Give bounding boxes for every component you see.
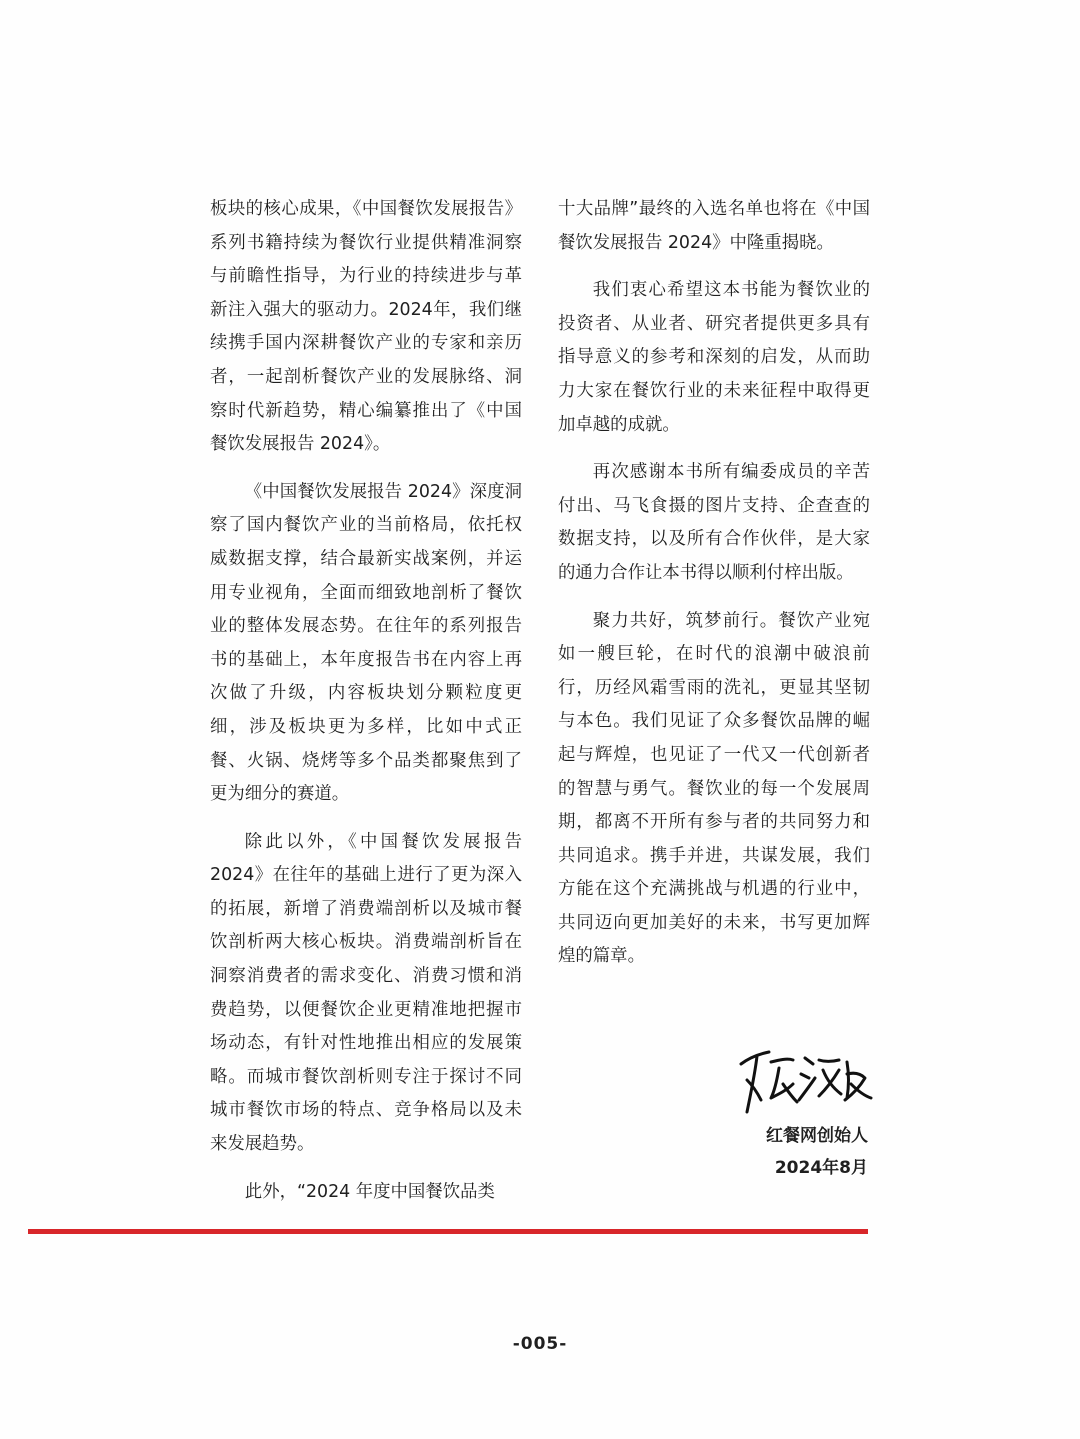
left-text-column (210, 193, 522, 1223)
paragraph: 板块的核心成果，《中国餐饮发展报告》系列书籍持续为餐饮行业提供精准洞察与前瞻性指导，为行业的持续进步与革新注入强大的驱动力。2024年，我们继续携手国内深耕餐饮产业的专家和亲历者，一起剖析餐饮产业的发展脉络、洞察时代新趋势，精心编纂推出了《中国餐饮发展报告 2024》。 (210, 199, 522, 455)
paragraph: 再次感谢本书所有编委成员的辛苦付出、马飞食摄的图片支持、企查查的数据支持，以及所有合作伙伴，是大家的通力合作让本书得以顺利付梓出版。 (558, 462, 870, 583)
signature-date: 2024年8月 (774, 1158, 868, 1178)
paragraph: 十大品牌”最终的入选名单也将在《中国餐饮发展报告 2024》中隆重揭晓。 (558, 199, 870, 253)
paragraph: 此外，“2024 年度中国餐饮品类 (244, 1181, 495, 1202)
footer-red-rule (28, 1229, 868, 1234)
paragraph: 《中国餐饮发展报告 2024》深度洞察了国内餐饮产业的当前格局，依托权威数据支撑，结合最新实战案例，并运用专业视角，全面而细致地剖析了餐饮业的整体发展态势。在往年的系列报告书的基础上，本年度报告书在内容上再次做了升级，内容板块划分颗粒度更细，涉及板块更为多样，比如中式正餐、火锅、烧烤等多个品类都聚焦到了更为细分的赛道。 (210, 481, 522, 805)
signatory-title: 红餐网创始人 (766, 1126, 868, 1146)
paragraph: 除此以外，《中国餐饮发展报告 2024》在往年的基础上进行了更为深入的拓展，新增了消费端剖析以及城市餐饮剖析两大核心板块。消费端剖析旨在洞察消费者的需求变化、消费习惯和消费趋势，以便餐饮企业更精准地把握市场动态，有针对性地推出相应的发展策略。而城市餐饮剖析则专注于探讨不同城市餐饮市场的特点、竞争格局以及未来发展趋势。 (210, 831, 522, 1155)
handwritten-signature (735, 1040, 875, 1118)
page-number: -005- (512, 1334, 568, 1354)
right-text-column (558, 193, 870, 988)
paragraph: 聚力共好，筑梦前行。餐饮产业宛如一艘巨轮，在时代的浪潮中破浪前行，历经风霜雪雨的洗礼，更显其坚韧与本色。我们见证了众多餐饮品牌的崛起与辉煌，也见证了一代又一代创新者的智慧与勇气。餐饮业的每一个发展周期，都离不开所有参与者的共同努力和共同追求。携手并进，共谋发展，我们方能在这个充满挑战与机遇的行业中，共同迈向更加美好的未来，书写更加辉煌的篇章。 (558, 610, 870, 967)
paragraph: 我们衷心希望这本书能为餐饮业的投资者、从业者、研究者提供更多具有指导意义的参考和深刻的启发，从而助力大家在餐饮行业的未来征程中取得更加卓越的成就。 (558, 280, 870, 435)
